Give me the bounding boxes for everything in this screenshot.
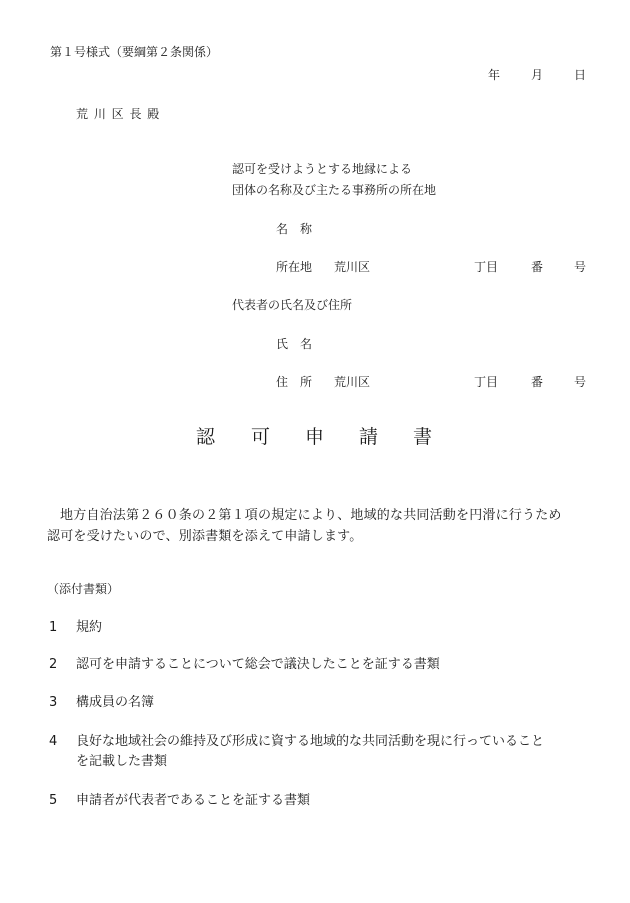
org-heading-line1: 認可を受けようとする地縁による <box>232 162 413 176</box>
rep-ban-label: 番 <box>531 375 544 389</box>
title-char-5: 書 <box>413 426 433 448</box>
org-name-label: 名 称 <box>276 222 313 236</box>
attachment-text: 認可を申請することについて総会で議決したことを証する書類 <box>76 657 440 672</box>
title-char-3: 申 <box>305 426 325 448</box>
rep-address-label: 住 所 <box>276 375 313 389</box>
rep-address-ward: 荒川区 <box>334 375 371 389</box>
rep-heading: 代表者の氏名及び住所 <box>232 298 353 312</box>
org-location-label: 所在地 <box>276 260 313 274</box>
date-month-label: 月 <box>531 68 544 82</box>
attachments-heading: （添付書類） <box>47 582 120 596</box>
title-char-2: 可 <box>251 426 271 448</box>
form-number: 第１号様式（要綱第２条関係） <box>50 45 219 59</box>
body-line-2: 認可を受けたいので、別添書類を添えて申請します。 <box>47 529 363 544</box>
attachment-text: 申請者が代表者であることを証する書類 <box>76 793 311 808</box>
title-char-4: 請 <box>359 426 379 448</box>
addressee: 荒 川 区 長 殿 <box>76 107 161 121</box>
rep-address-row <box>0 376 630 390</box>
attachment-number: 2 <box>49 657 58 672</box>
org-heading-line2: 団体の名称及び主たる事務所の所在地 <box>232 183 437 197</box>
body-line-1: 地方自治法第２６０条の２第１項の規定により、地域的な共同活動を円滑に行うため <box>60 508 562 523</box>
date-year-label: 年 <box>488 68 501 82</box>
attachment-number: 1 <box>49 620 58 635</box>
attachment-text-continued: を記載した書類 <box>76 754 168 769</box>
attachment-number: 3 <box>49 695 58 710</box>
rep-name-label: 氏 名 <box>276 337 313 351</box>
org-chome-label: 丁目 <box>474 260 499 274</box>
attachment-number: 5 <box>49 793 58 808</box>
attachment-number: 4 <box>49 734 58 749</box>
date-day-label: 日 <box>574 68 587 82</box>
title-char-1: 認 <box>196 426 216 448</box>
org-ban-label: 番 <box>531 260 544 274</box>
rep-chome-label: 丁目 <box>474 375 499 389</box>
attachment-text: 規約 <box>76 620 103 635</box>
attachment-text: 構成員の名簿 <box>76 695 155 710</box>
rep-go-label: 号 <box>574 375 587 389</box>
org-go-label: 号 <box>574 260 587 274</box>
attachment-text: 良好な地域社会の維持及び形成に資する地域的な共同活動を現に行っていること <box>76 734 545 749</box>
org-location-ward: 荒川区 <box>334 260 371 274</box>
org-location-row <box>0 261 630 275</box>
